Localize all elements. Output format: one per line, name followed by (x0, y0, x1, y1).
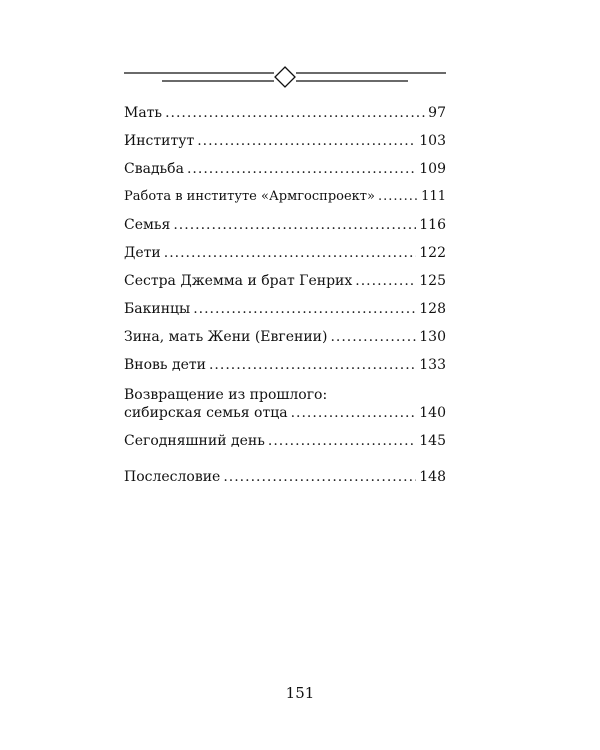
toc-entry-page: 125 (419, 273, 446, 289)
toc-entry-title: Работа в институте «Армгоспроект» (124, 189, 375, 204)
page-number: 151 (285, 684, 315, 702)
dot-leader (268, 432, 416, 450)
toc-entry-page: 122 (419, 245, 446, 261)
toc-entry (124, 432, 446, 450)
toc-entry-title: Зина, мать Жени (Евгении) (124, 329, 328, 345)
toc-entry-title: Сестра Джемма и брат Генрих (124, 273, 353, 289)
toc-entry (124, 188, 446, 206)
dot-leader (291, 404, 417, 422)
toc-entry-page: 133 (419, 357, 446, 373)
dot-leader (330, 328, 416, 346)
toc-entry-page: 116 (419, 217, 446, 233)
toc-entry (124, 160, 446, 178)
dot-leader (355, 272, 416, 290)
dot-leader (193, 300, 416, 318)
toc-entry (124, 356, 446, 374)
toc-entry-page: 145 (419, 433, 446, 449)
toc-entry-page: 111 (421, 189, 446, 204)
toc-entry (124, 104, 446, 122)
toc-entry (124, 328, 446, 346)
toc-entry-title: Мать (124, 105, 163, 121)
toc-entry-page: 97 (428, 105, 446, 121)
toc-entry-page: 109 (419, 161, 446, 177)
toc-entry-page: 140 (419, 405, 446, 421)
toc-entry-page: 130 (419, 329, 446, 345)
toc-entry-title: Свадьба (124, 161, 184, 177)
toc-entry-page: 128 (419, 301, 446, 317)
toc-entry-title: сибирская семья отца (124, 405, 288, 421)
toc-entry-title: Вновь дети (124, 357, 206, 373)
toc-entry (124, 244, 446, 262)
toc-entry-title: Послесловие (124, 469, 221, 485)
decorative-ornament (124, 64, 446, 90)
toc-entry-title: Институт (124, 133, 195, 149)
dot-leader (165, 104, 425, 122)
toc-entry (124, 132, 446, 150)
toc-entry (124, 216, 446, 234)
toc-entry (124, 386, 446, 422)
dot-leader (209, 356, 416, 374)
dot-leader (223, 468, 416, 486)
toc-entry-title: Сегодняшний день (124, 433, 265, 449)
toc-entry-title: Бакинцы (124, 301, 191, 317)
dot-leader (187, 160, 416, 178)
toc-entry-title: Семья (124, 217, 171, 233)
toc-entry-page: 103 (419, 133, 446, 149)
toc-entry-title: Дети (124, 245, 161, 261)
toc-entry-title-line1: Возвращение из прошлого: (124, 387, 328, 403)
toc-entry (124, 468, 446, 486)
dot-leader (164, 244, 417, 262)
toc-entry (124, 272, 446, 290)
dot-leader (197, 132, 416, 150)
dot-leader (173, 216, 416, 234)
dot-leader (378, 188, 418, 206)
toc-entry (124, 300, 446, 318)
toc-entry-page: 148 (419, 469, 446, 485)
